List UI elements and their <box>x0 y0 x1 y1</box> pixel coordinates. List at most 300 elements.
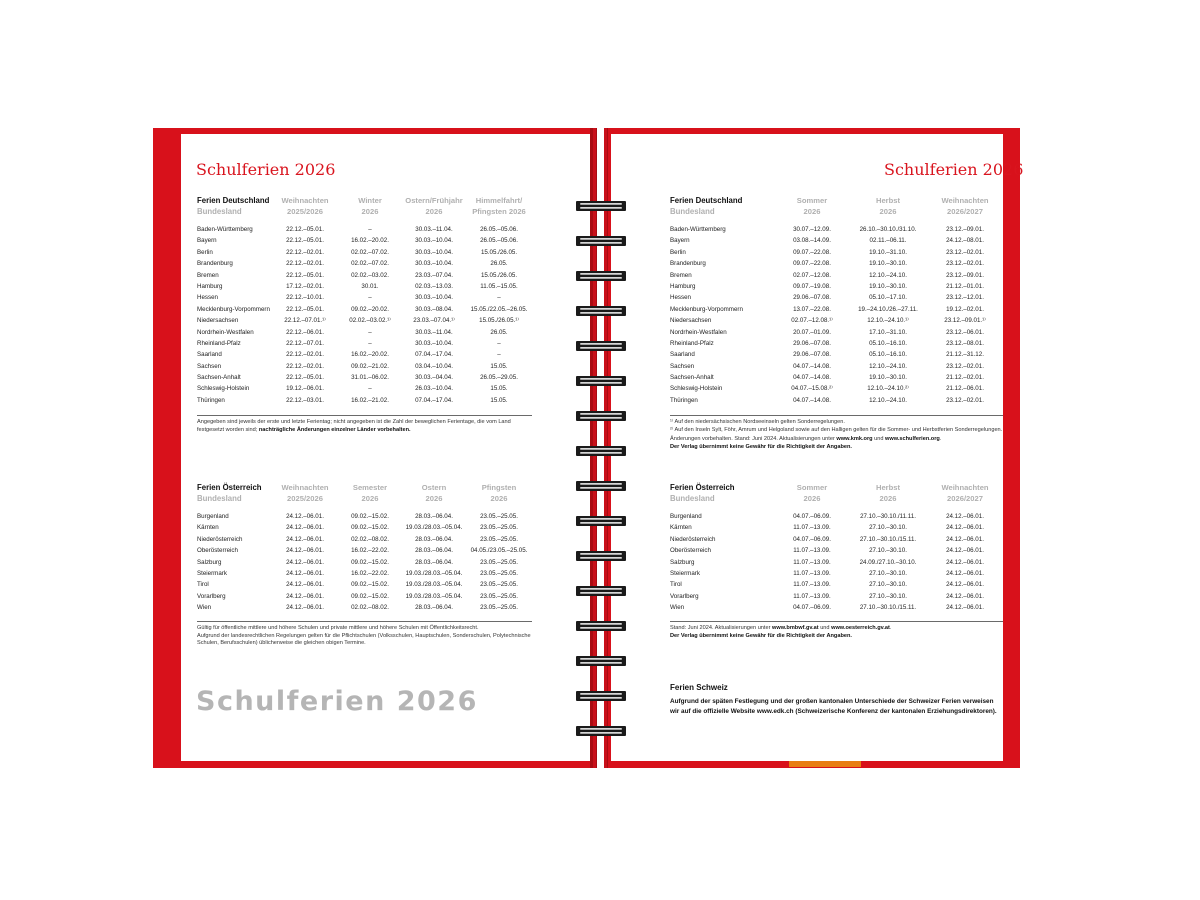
link-kmk[interactable]: www.kmk.org <box>836 436 873 443</box>
region-name: Niedersachsen <box>670 317 712 325</box>
region-name: Saarland <box>197 351 222 359</box>
holiday-dates: – <box>368 226 372 233</box>
region-name: Thüringen <box>670 396 698 404</box>
holiday-dates: 23.05.–25.05. <box>480 604 518 612</box>
table-header <box>670 196 1003 222</box>
holiday-dates: 27.10.–30.10. <box>869 524 907 532</box>
table-row <box>197 591 532 602</box>
column-header-line-2: 2026 <box>425 206 443 216</box>
holiday-dates: 09.07.–22.08. <box>793 248 831 256</box>
table-row <box>197 247 532 258</box>
holiday-dates: 24.12.–06.01. <box>946 569 984 577</box>
link-bmbwf[interactable]: www.bmbwf.gv.at <box>772 625 819 631</box>
holiday-dates: 11.07.–13.09. <box>793 524 831 532</box>
column-header <box>270 196 340 217</box>
holiday-dates: 15.05./22.05.–26.05. <box>470 305 528 313</box>
region-name: Steiermark <box>197 569 227 577</box>
holiday-dates: 21.12.–31.12. <box>946 351 984 359</box>
region-name: Tirol <box>197 581 209 589</box>
table-header <box>670 483 1003 509</box>
column-header-line-1: Weihnachten <box>281 196 329 205</box>
table-row <box>670 304 1003 315</box>
holiday-dates: 28.03.–06.04. <box>415 558 453 566</box>
region-name: Sachsen <box>197 362 222 370</box>
switzerland-text: Aufgrund der späten Festlegung und der großen kantonalen Unterschiede der Schweizer Ferien verweisen wir auf die offizielle Website www.edk.ch (Schweizerische Konferenz der kantonalen Erziehungsdirektoren). <box>670 698 997 715</box>
holiday-dates: 19.10.–30.10. <box>869 282 907 290</box>
holiday-dates: 23.05.–25.05. <box>480 513 518 520</box>
column-header <box>399 483 469 504</box>
table-row <box>670 315 1003 326</box>
region-name: Rheinland-Pfalz <box>670 339 714 347</box>
holiday-dates: 09.07.–22.08. <box>793 260 831 268</box>
holiday-dates: 23.12.–09.01.¹⁾ <box>944 317 986 325</box>
column-header-line-1: Weihnachten <box>941 196 989 205</box>
holiday-dates: 24.12.–06.01. <box>946 592 984 600</box>
spiral-ring-icon <box>576 269 626 282</box>
spiral-ring-icon <box>576 549 626 562</box>
spiral-ring-icon <box>576 339 626 352</box>
holiday-dates: 30.03.–10.04. <box>415 248 453 256</box>
holiday-dates: 23.05.–25.05. <box>480 581 518 589</box>
column-header-line-1: Semester <box>352 483 388 492</box>
holiday-dates: 04.07.–15.08.²⁾ <box>791 385 833 393</box>
holiday-dates: 11.07.–13.09. <box>793 592 831 600</box>
holiday-dates: 24.12.–06.01. <box>946 535 984 543</box>
holiday-dates: 24.12.–06.01. <box>286 581 324 589</box>
germany-footnotes <box>670 419 1003 451</box>
column-header <box>925 196 1005 217</box>
holiday-dates: 30.03.–11.04. <box>415 226 453 233</box>
holiday-dates: 30.03.–04.04. <box>415 374 453 382</box>
holiday-dates: 15.05./26.05.¹⁾ <box>479 317 519 325</box>
table-row <box>197 304 532 315</box>
table-row <box>670 568 1003 579</box>
holiday-dates: 27.10.–30.10./15.11. <box>859 535 917 543</box>
table-row <box>670 579 1003 590</box>
holiday-dates: 02.02.–03.02.¹⁾ <box>349 317 391 325</box>
holiday-dates: 02.03.–13.03. <box>415 282 453 290</box>
holiday-dates: 19.12.–02.01. <box>946 305 984 313</box>
holiday-dates: 26.05. <box>490 328 508 336</box>
region-name: Mecklenburg-Vorpommern <box>670 305 743 313</box>
holiday-dates: 24.09./27.10.–30.10. <box>859 558 917 566</box>
holiday-dates: 21.12.–02.01. <box>946 374 984 382</box>
footnote-2: ²⁾ Auf den Inseln Sylt, Föhr, Amrum und Helgoland sowie auf den Halligen gelten für die Sommer- und Herbstferien Sonderregelungen. <box>670 426 1003 433</box>
holiday-dates: 26.03.–10.04. <box>415 385 453 393</box>
holiday-dates: 16.02.–21.02. <box>351 396 389 404</box>
holiday-dates: 19.10.–30.10. <box>869 260 907 268</box>
region-name: Hamburg <box>670 282 696 290</box>
holiday-dates: 24.12.–06.01. <box>946 547 984 555</box>
table-row <box>670 349 1003 360</box>
holiday-dates: – <box>497 339 501 347</box>
region-name: Berlin <box>670 248 686 256</box>
table-row <box>197 258 532 269</box>
austria-update-note <box>670 625 1003 640</box>
section-subheading: Bundesland <box>197 206 242 216</box>
column-header <box>848 483 928 504</box>
holiday-dates: 05.10.–16.10. <box>869 351 907 359</box>
table-header-region <box>197 196 269 217</box>
holiday-dates: 23.05.–25.05. <box>480 592 518 600</box>
spiral-ring-icon <box>576 584 626 597</box>
holiday-dates: 03.08.–14.09. <box>793 237 831 245</box>
holiday-dates: 24.12.–06.01. <box>286 558 324 566</box>
holiday-dates: 02.02.–08.02. <box>351 604 389 612</box>
holiday-dates: 22.12.–07.01. <box>286 339 324 347</box>
holiday-dates: 24.12.–06.01. <box>286 547 324 555</box>
holiday-dates: 04.07.–14.08. <box>793 396 831 404</box>
holiday-dates: 05.10.–16.10. <box>869 339 907 347</box>
holiday-dates: 30.03.–10.04. <box>415 294 453 302</box>
table-row <box>197 349 532 360</box>
holiday-dates: 07.04.–17.04. <box>415 351 453 359</box>
column-header-line-1: Pfingsten <box>481 483 517 492</box>
holiday-dates: 24.12.–06.01. <box>286 524 324 532</box>
region-name: Kärnten <box>670 524 692 532</box>
region-name: Burgenland <box>197 513 229 520</box>
holiday-dates: 23.12.–09.01. <box>946 271 984 279</box>
holiday-dates: 23.12.–02.01. <box>946 396 984 404</box>
region-name: Sachsen-Anhalt <box>197 374 241 382</box>
region-name: Niederösterreich <box>197 535 243 543</box>
table-row <box>197 270 532 281</box>
table-row <box>197 545 532 556</box>
table-row <box>670 602 1003 613</box>
austria-update-line <box>670 625 1003 633</box>
holiday-dates: 19.03./28.03.–05.04. <box>405 524 463 532</box>
table-row <box>670 534 1003 545</box>
holiday-dates: 24.12.–06.01. <box>286 569 324 577</box>
region-name: Brandenburg <box>670 260 706 268</box>
holiday-dates: 04.07.–14.08. <box>793 362 831 370</box>
table-row <box>670 258 1003 269</box>
section-heading: Ferien Deutschland <box>197 196 270 205</box>
holiday-dates: 29.06.–07.08. <box>793 294 831 302</box>
section-heading: Ferien Österreich <box>197 483 262 492</box>
holiday-dates: 26.05.–05.06. <box>480 226 518 233</box>
table-row <box>670 591 1003 602</box>
holiday-dates: 03.04.–10.04. <box>415 362 453 370</box>
left-page-title: Schulferien 2026 <box>196 160 336 179</box>
holiday-dates: 22.12.–05.01. <box>286 271 324 279</box>
table-row <box>670 247 1003 258</box>
region-name: Thüringen <box>197 396 225 404</box>
holiday-dates: 30.03.–11.04. <box>415 328 453 336</box>
table-row <box>197 224 532 235</box>
period-text: . <box>889 625 892 631</box>
column-header-line-2: 2025/2026 <box>287 493 323 503</box>
holiday-dates: 16.02.–20.02. <box>351 351 389 359</box>
holiday-dates: 09.02.–15.02. <box>351 524 389 532</box>
holiday-dates: 26.05. <box>490 260 508 268</box>
holiday-dates: 02.02.–07.02. <box>351 260 389 268</box>
column-header-line-2: 2026 <box>490 493 508 503</box>
table-header <box>197 483 532 509</box>
austria-note-line-2: Aufgrund der landesrechtlichen Regelungen gelten für die Pflichtschulen (Volksschulen, Hauptschulen, Sonderschulen, Polytechnische Schulen, Berufsschulen) üblicherweise die gleichen obigen Termine. <box>197 632 531 647</box>
column-header-line-2: 2026 <box>425 493 443 503</box>
region-name: Bremen <box>670 271 692 279</box>
table-row <box>670 361 1003 372</box>
region-name: Bayern <box>197 237 217 245</box>
table-row <box>670 281 1003 292</box>
region-name: Kärnten <box>197 524 219 532</box>
holiday-dates: 09.02.–15.02. <box>351 581 389 589</box>
table-row <box>670 292 1003 303</box>
holiday-dates: 22.12.–03.01. <box>286 396 324 404</box>
spiral-ring-icon <box>576 619 626 632</box>
holiday-dates: 02.02.–07.02. <box>351 248 389 256</box>
table-row <box>670 327 1003 338</box>
holiday-dates: 28.03.–06.04. <box>415 535 453 543</box>
column-header-line-1: Himmelfahrt/ <box>475 196 523 205</box>
spiral-ring-icon <box>576 654 626 667</box>
section-subheading: Bundesland <box>670 206 715 216</box>
table-row <box>197 361 532 372</box>
holiday-dates: 15.05./26.05. <box>480 271 518 279</box>
table-row <box>197 315 532 326</box>
holiday-dates: 23.05.–25.05. <box>480 524 518 532</box>
holiday-dates: 09.02.–21.02. <box>351 362 389 370</box>
germany-holidays-table-2 <box>670 196 1003 406</box>
table-row <box>670 224 1003 235</box>
holiday-dates: 23.03.–07.04.¹⁾ <box>413 317 455 325</box>
table-row <box>670 511 1003 522</box>
table-row <box>670 395 1003 406</box>
table-row <box>197 522 532 533</box>
holiday-dates: 23.12.–02.01. <box>946 260 984 268</box>
holiday-dates: 22.12.–06.01. <box>286 328 324 336</box>
holiday-dates: 26.10.–30.10./31.10. <box>859 226 917 233</box>
austria-holidays-table-2 <box>670 483 1003 614</box>
holiday-dates: 23.03.–07.04. <box>415 271 453 279</box>
holiday-dates: 24.12.–06.01. <box>286 592 324 600</box>
region-name: Baden-Württemberg <box>670 226 726 233</box>
table-row <box>197 579 532 590</box>
holiday-dates: 27.10.–30.10. <box>869 581 907 589</box>
region-name: Sachsen <box>670 362 695 370</box>
region-name: Brandenburg <box>197 260 233 268</box>
region-name: Vorarlberg <box>197 592 226 600</box>
holiday-dates: 30.03.–10.04. <box>415 237 453 245</box>
holiday-dates: 19.12.–06.01. <box>286 385 324 393</box>
column-header-line-2: 2026/2027 <box>947 493 983 503</box>
column-header-line-2: 2026/2027 <box>947 206 983 216</box>
holiday-dates: 30.03.–10.04. <box>415 339 453 347</box>
holiday-dates: – <box>497 294 501 302</box>
left-page-footer-title: Schulferien 2026 <box>196 686 478 717</box>
holiday-dates: 29.06.–07.08. <box>793 339 831 347</box>
holiday-dates: 04.07.–06.09. <box>793 604 831 612</box>
column-header-line-1: Weihnachten <box>281 483 329 492</box>
holiday-dates: 30.07.–12.09. <box>793 226 831 233</box>
holiday-dates: 23.12.–12.01. <box>946 294 984 302</box>
holiday-dates: 23.12.–09.01. <box>946 226 984 233</box>
column-header <box>772 196 852 217</box>
spiral-ring-icon <box>576 409 626 422</box>
holiday-dates: 19.03./28.03.–05.04. <box>405 581 463 589</box>
column-header-line-1: Weihnachten <box>941 483 989 492</box>
holiday-dates: 07.04.–17.04. <box>415 396 453 404</box>
divider <box>670 415 1003 416</box>
holiday-dates: 22.12.–05.01. <box>286 374 324 382</box>
region-name: Niederösterreich <box>670 535 716 543</box>
region-name: Salzburg <box>197 558 222 566</box>
table-row <box>670 557 1003 568</box>
column-header-line-2: 2026 <box>361 206 379 216</box>
table-header-region <box>670 196 742 217</box>
holiday-dates: 12.10.–24.10. <box>869 362 907 370</box>
region-name: Nordrhein-Westfalen <box>670 328 727 336</box>
table-row <box>197 534 532 545</box>
holiday-dates: 09.02.–20.02. <box>351 305 389 313</box>
column-header <box>464 196 534 217</box>
table-row <box>197 372 532 383</box>
period-text: . <box>939 436 942 443</box>
region-name: Burgenland <box>670 513 702 520</box>
holiday-dates: 23.12.–02.01. <box>946 362 984 370</box>
column-header-line-2: 2026 <box>803 493 821 503</box>
holiday-dates: – <box>368 339 372 347</box>
holiday-dates: 02.07.–12.08. <box>793 271 831 279</box>
spine-bookmark-strip <box>789 761 861 767</box>
divider <box>197 621 532 622</box>
and-text: und <box>818 625 832 631</box>
table-row <box>670 522 1003 533</box>
column-header-line-1: Ostern/Frühjahr <box>405 196 463 205</box>
link-schulferien[interactable]: www.schulferien.org <box>885 436 940 443</box>
holiday-dates: 15.05. <box>490 385 508 393</box>
column-header <box>270 483 340 504</box>
austria-note <box>197 625 532 648</box>
spiral-ring-icon <box>576 479 626 492</box>
holiday-dates: – <box>497 351 501 359</box>
table-row <box>197 383 532 394</box>
holiday-dates: 11.07.–13.09. <box>793 558 831 566</box>
column-header-line-2: 2026 <box>803 206 821 216</box>
region-name: Tirol <box>670 581 682 589</box>
right-page-title: Schulferien 2026 <box>884 160 1024 179</box>
link-oesterreich[interactable]: www.oesterreich.gv.at <box>831 625 890 631</box>
holiday-dates: 23.12.–08.01. <box>946 339 984 347</box>
holiday-dates: 27.10.–30.10./11.11. <box>860 513 916 520</box>
holiday-dates: 23.12.–06.01. <box>946 328 984 336</box>
holiday-dates: 17.10.–31.10. <box>869 328 907 336</box>
holiday-dates: 12.10.–24.10.²⁾ <box>867 385 909 393</box>
holiday-dates: 12.10.–24.10. <box>869 271 907 279</box>
holiday-dates: 20.07.–01.09. <box>793 328 831 336</box>
table-row <box>197 602 532 613</box>
holiday-dates: 27.10.–30.10./15.11. <box>859 604 917 612</box>
spiral-ring-icon <box>576 199 626 212</box>
column-header-line-1: Sommer <box>796 196 828 205</box>
holiday-dates: 26.05.–05.06. <box>480 237 518 245</box>
region-name: Hessen <box>670 294 691 302</box>
holiday-dates: 19.10.–30.10. <box>869 374 907 382</box>
table-header-region <box>197 483 262 504</box>
table-row <box>670 338 1003 349</box>
section-subheading: Bundesland <box>670 493 715 503</box>
holiday-dates: 12.10.–24.10. <box>869 396 907 404</box>
spiral-ring-icon <box>576 304 626 317</box>
region-name: Salzburg <box>670 558 695 566</box>
holiday-dates: 22.12.–02.01. <box>286 351 324 359</box>
holiday-dates: 24.12.–06.01. <box>286 535 324 543</box>
holiday-dates: 22.12.–10.01. <box>286 294 324 302</box>
holiday-dates: 27.10.–30.10. <box>869 547 907 555</box>
holiday-dates: 22.12.–02.01. <box>286 362 324 370</box>
column-header-line-2: 2026 <box>361 493 379 503</box>
holiday-dates: 19.10.–31.10. <box>869 248 907 256</box>
germany-update-line <box>670 436 1003 444</box>
region-name: Rheinland-Pfalz <box>197 339 241 347</box>
holiday-dates: 28.03.–06.04. <box>415 604 453 612</box>
holiday-dates: 16.02.–22.02. <box>351 569 389 577</box>
holiday-dates: 30.03.–08.04. <box>415 305 453 313</box>
holiday-dates: 02.02.–08.02. <box>351 535 389 543</box>
holiday-dates: 19.03./28.03.–05.04. <box>405 569 463 577</box>
germany-note-bold: nachträgliche Änderungen einzelner Länder vorbehalten. <box>258 426 411 433</box>
region-name: Steiermark <box>670 569 700 577</box>
holiday-dates: 31.01.–06.02. <box>351 374 389 382</box>
update-text: Änderungen vorbehalten. Stand: Juni 2024. Aktualisierungen unter <box>670 436 837 443</box>
holiday-dates: 30.01. <box>361 282 379 290</box>
column-header <box>464 483 534 504</box>
holiday-dates: 23.05.–25.05. <box>480 558 518 566</box>
update-text: Stand: Juni 2024. Aktualisierungen unter <box>670 625 773 631</box>
holiday-dates: 11.07.–13.09. <box>793 547 831 555</box>
holiday-dates: 11.07.–13.09. <box>793 581 831 589</box>
table-row <box>670 235 1003 246</box>
holiday-dates: 22.12.–05.01. <box>286 226 324 233</box>
table-row <box>197 338 532 349</box>
holiday-dates: 23.12.–02.01. <box>946 248 984 256</box>
holiday-dates: 16.02.–22.02. <box>351 547 389 555</box>
holiday-dates: 24.12.–06.01. <box>946 558 984 566</box>
holiday-dates: 09.02.–15.02. <box>351 513 389 520</box>
and-text: und <box>872 436 886 443</box>
table-row <box>197 281 532 292</box>
austria-holidays-table-1 <box>197 483 532 614</box>
section-subheading: Bundesland <box>197 493 242 503</box>
column-header-line-1: Herbst <box>875 196 901 205</box>
region-name: Wien <box>197 604 212 612</box>
region-name: Wien <box>670 604 685 612</box>
holiday-dates: 27.10.–30.10. <box>869 569 907 577</box>
region-name: Mecklenburg-Vorpommern <box>197 305 270 313</box>
holiday-dates: 24.12.–06.01. <box>946 581 984 589</box>
region-name: Bayern <box>670 237 690 245</box>
austria-note-line-1: Gültig für öffentliche mittlere und höhere Schulen und private mittlere und höhere Schulen mit Öffentlichkeitsrecht. <box>197 625 479 631</box>
holiday-dates: 15.05. <box>490 396 508 404</box>
holiday-dates: 02.07.–12.08.¹⁾ <box>791 317 833 325</box>
holiday-dates: 22.12.–07.01.¹⁾ <box>284 317 326 325</box>
holiday-dates: 22.12.–02.01. <box>286 248 324 256</box>
region-name: Bremen <box>197 271 219 279</box>
holiday-dates: 02.02.–03.02. <box>351 271 389 279</box>
holiday-dates: 21.12.–01.01. <box>946 282 984 290</box>
holiday-dates: 21.12.–06.01. <box>946 385 984 393</box>
holiday-dates: 22.12.–05.01. <box>286 237 324 245</box>
holiday-dates: 04.07.–14.08. <box>793 374 831 382</box>
holiday-dates: 17.12.–02.01. <box>286 282 324 290</box>
spiral-ring-icon <box>576 514 626 527</box>
holiday-dates: 22.12.–05.01. <box>286 305 324 313</box>
region-name: Oberösterreich <box>670 547 711 555</box>
table-row <box>670 372 1003 383</box>
spiral-ring-icon <box>576 234 626 247</box>
holiday-dates: 04.07.–06.09. <box>793 535 831 543</box>
